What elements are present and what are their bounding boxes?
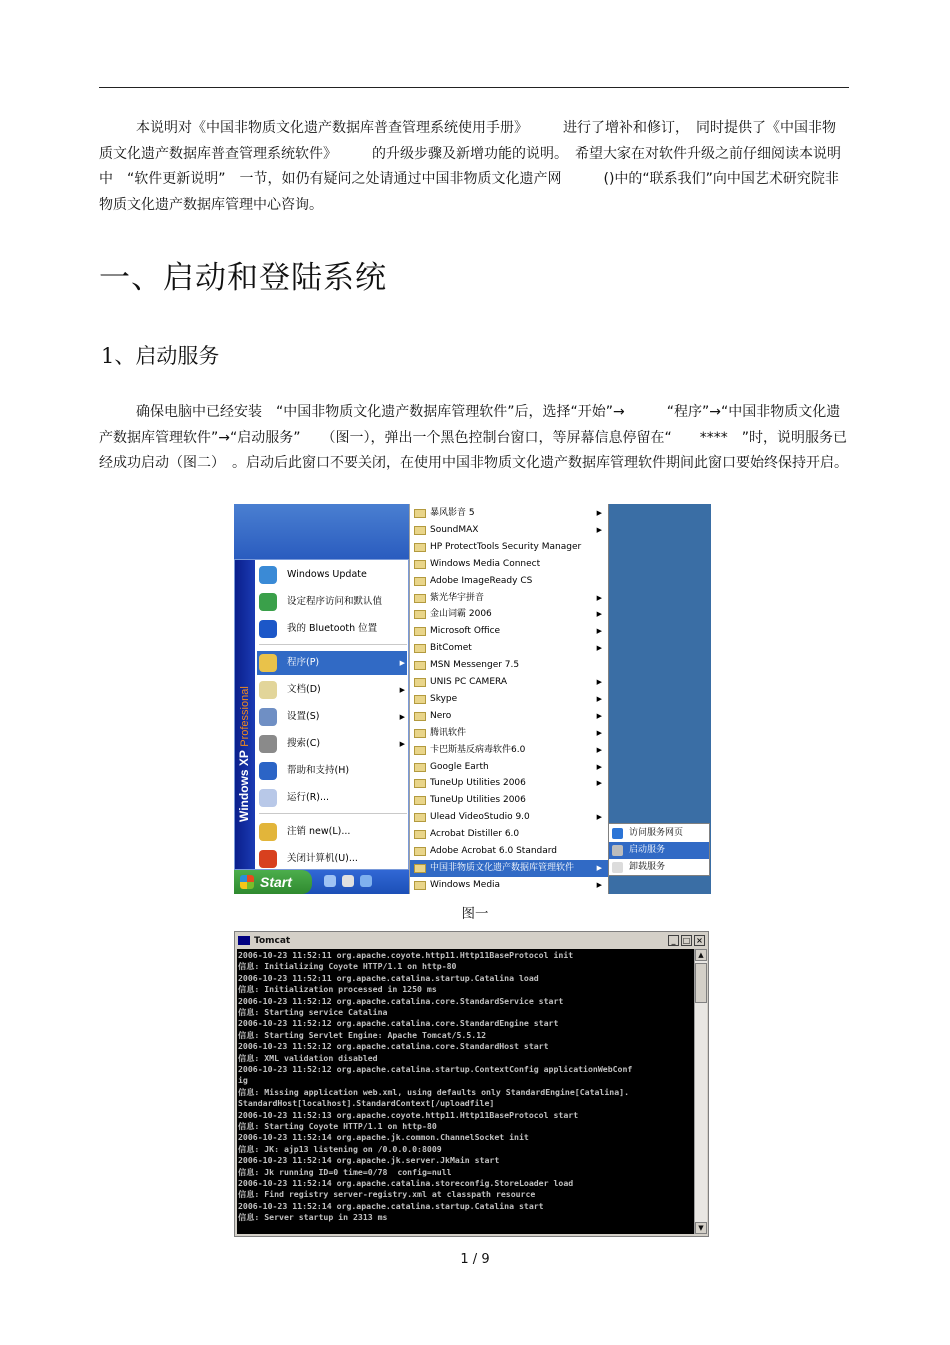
console-line: 2006-10-23 11:52:12 org.apache.catalina.core.StandardEngine start xyxy=(238,1018,559,1029)
service-menu-item[interactable] xyxy=(609,842,709,859)
console-line: 信息: Initialization processed in 1250 ms xyxy=(238,984,437,995)
start-menu-item-label: 设置(S) xyxy=(287,711,320,722)
submenu-arrow-icon: ▶ xyxy=(596,779,602,788)
media-quicklaunch-icon[interactable] xyxy=(342,875,354,887)
documents-icon xyxy=(259,681,277,699)
console-line: 2006-10-23 11:52:12 org.apache.catalina.core.StandardHost start xyxy=(238,1041,549,1052)
logoff-icon xyxy=(259,823,277,841)
submenu-arrow-icon: ▶ xyxy=(596,880,602,889)
console-line: 信息: JK: ajp13 listening on /0.0.0.0:8009 xyxy=(238,1143,442,1154)
programs-menu-item[interactable] xyxy=(410,843,608,860)
submenu-arrow-icon: ▶ xyxy=(596,728,602,737)
figure-2-tomcat-console xyxy=(234,931,709,1237)
shutdown-icon xyxy=(259,850,277,868)
programs-menu-item-label: 腾讯软件 xyxy=(430,727,467,738)
submenu-arrow-icon: ▶ xyxy=(596,762,602,771)
folder-icon xyxy=(414,729,426,738)
submenu-arrow-icon: ▶ xyxy=(596,525,602,534)
start-service-icon xyxy=(612,845,623,856)
xp-brand-band xyxy=(235,560,255,869)
programs-menu-item[interactable] xyxy=(410,826,608,843)
scroll-up-icon[interactable]: ▲ xyxy=(695,949,707,961)
folder-icon xyxy=(414,526,426,535)
search-icon xyxy=(259,735,277,753)
start-menu-item-label: 帮助和支持(H) xyxy=(287,765,350,776)
programs-menu-item-label: Windows Media Connect xyxy=(430,558,541,569)
start-menu-item-label: 设定程序访问和默认值 xyxy=(287,596,383,607)
programs-menu-item-label: 中国非物质文化遗产数据库管理软件 xyxy=(430,862,575,873)
service-menu-item-label: 访问服务网页 xyxy=(629,828,684,838)
console-line: 2006-10-23 11:52:14 org.apache.catalina.startup.Catalina start xyxy=(238,1200,544,1211)
console-line: 信息: Missing application web.xml, using defaults only StandardEngine[Catalina]. xyxy=(238,1086,630,1097)
console-line: 信息: Server startup in 2313 ms xyxy=(238,1212,388,1223)
programs-menu-item[interactable] xyxy=(410,742,608,759)
folder-icon xyxy=(414,796,426,805)
programs-menu-item-label: 紫光华宇拼音 xyxy=(430,592,485,603)
programs-menu-item-label: TuneUp Utilities 2006 xyxy=(430,795,526,806)
programs-menu-item[interactable] xyxy=(410,573,608,590)
programs-menu-item-label: 卡巴斯基反病毒软件6.0 xyxy=(430,744,526,755)
desktop-quicklaunch-icon[interactable] xyxy=(360,875,372,887)
programs-menu-item[interactable] xyxy=(410,606,608,623)
folder-icon xyxy=(414,594,426,603)
submenu-arrow-icon: ▶ xyxy=(596,610,602,619)
folder-icon xyxy=(414,661,426,670)
folder-icon xyxy=(414,746,426,755)
windows-update-icon xyxy=(259,566,277,584)
submenu-arrow-icon: ▶ xyxy=(399,686,405,694)
header-rule xyxy=(99,87,849,88)
console-line: 信息: Initializing Coyote HTTP/1.1 on http-80 xyxy=(238,961,457,972)
programs-menu-item-label: 暴风影音 5 xyxy=(430,508,475,518)
console-line: 信息: Starting Servlet Engine: Apache Tomcat/5.5.12 xyxy=(238,1029,487,1040)
programs-menu-item-label: Skype xyxy=(430,693,458,704)
web-page-icon xyxy=(612,828,623,839)
console-scrollbar[interactable] xyxy=(694,949,707,1234)
scroll-thumb[interactable] xyxy=(695,963,707,1003)
console-line: 信息: Find registry server-registry.xml at classpath resource xyxy=(238,1189,536,1200)
programs-menu-item-label: HP ProtectTools Security Manager xyxy=(430,541,582,552)
folder-icon xyxy=(414,644,426,653)
console-line: 2006-10-23 11:52:14 org.apache.jk.common.ChannelSocket init xyxy=(238,1132,529,1143)
programs-menu-item[interactable] xyxy=(410,623,608,640)
programs-menu-item-label: BitComet xyxy=(430,643,472,654)
programs-icon xyxy=(259,654,277,672)
folder-icon xyxy=(414,830,426,839)
folder-icon xyxy=(414,678,426,687)
submenu-arrow-icon: ▶ xyxy=(596,813,602,822)
start-menu-item-label: 运行(R)... xyxy=(287,792,330,803)
folder-icon xyxy=(414,560,426,569)
submenu-arrow-icon: ▶ xyxy=(596,678,602,686)
folder-icon xyxy=(414,813,426,822)
start-menu-item-label: 程序(P) xyxy=(287,657,320,668)
menu-separator xyxy=(259,644,407,645)
submenu-arrow-icon: ▶ xyxy=(596,644,602,653)
programs-menu-item[interactable] xyxy=(410,590,608,607)
programs-menu-item[interactable] xyxy=(410,674,608,691)
programs-menu-item[interactable] xyxy=(410,775,608,792)
subsection-heading: 1、启动服务 xyxy=(101,344,220,368)
start-menu-panel xyxy=(234,559,409,870)
folder-icon xyxy=(414,712,426,721)
ie-quicklaunch-icon[interactable] xyxy=(324,875,336,887)
taskbar xyxy=(234,870,409,894)
figure-1-start-menu xyxy=(234,504,711,894)
service-menu-item-label: 启动服务 xyxy=(629,845,666,855)
submenu-arrow-icon: ▶ xyxy=(596,863,602,872)
programs-menu-item[interactable] xyxy=(410,556,608,573)
programs-menu-item[interactable] xyxy=(410,759,608,776)
programs-menu-item-label: TuneUp Utilities 2006 xyxy=(430,778,526,789)
programs-menu xyxy=(409,504,609,894)
console-icon xyxy=(238,936,250,945)
start-menu-item[interactable] xyxy=(257,678,407,702)
bluetooth-icon xyxy=(259,620,277,638)
submenu-arrow-icon: ▶ xyxy=(596,509,602,517)
submenu-arrow-icon: ▶ xyxy=(596,745,602,754)
xp-brand: Windows XP xyxy=(237,750,251,822)
intro-paragraph: 本说明对《中国非物质文化遗产数据库普查管理系统使用手册》 进行了增补和修订， 同时提供了《中国非物质文化遗产数据库普查管理系统软件》 的升级步骤及新增功能的说明。 希望大家在对软件升级之前仔细阅读本说明中 “软件更新说明” 一节，如仍有疑问之处请通过中国非物质文化遗产网 ()中的“联系我们”向中国艺术研究院非物质文化遗产数据库管理中心咨询。 xyxy=(99,120,841,213)
software-submenu xyxy=(608,823,710,876)
start-button[interactable] xyxy=(234,870,312,894)
programs-menu-item[interactable] xyxy=(410,792,608,809)
console-line: 信息: Jk running ID=0 time=0/78 config=null xyxy=(238,1166,452,1177)
start-menu-item-label: 关闭计算机(U)... xyxy=(287,853,358,864)
programs-menu-item-label: Adobe ImageReady CS xyxy=(430,575,533,586)
folder-icon xyxy=(414,695,426,704)
start-menu-item[interactable] xyxy=(257,563,407,587)
start-menu-item-label: 注销 new(L)... xyxy=(287,826,351,837)
programs-menu-item-label: Microsoft Office xyxy=(430,626,501,637)
service-menu-item[interactable] xyxy=(609,825,709,842)
programs-menu-item[interactable] xyxy=(410,539,608,556)
start-menu-item[interactable] xyxy=(257,651,407,675)
programs-menu-item[interactable] xyxy=(410,640,608,657)
submenu-arrow-icon: ▶ xyxy=(399,659,405,667)
console-line: 2006-10-23 11:52:13 org.apache.coyote.http11.Http11BaseProtocol start xyxy=(238,1109,579,1120)
maximize-button[interactable]: □ xyxy=(682,936,691,945)
programs-menu-item-label: Windows Media xyxy=(430,879,501,890)
console-titlebar xyxy=(237,934,706,948)
console-line: 2006-10-23 11:52:14 org.apache.catalina.storeconfig.StoreLoader load xyxy=(238,1178,574,1188)
folder-icon xyxy=(414,763,426,772)
menu-separator xyxy=(259,813,407,814)
windows-logo-icon xyxy=(240,875,254,889)
programs-menu-item[interactable] xyxy=(410,860,608,877)
console-line: 2006-10-23 11:52:14 org.apache.jk.server.JkMain start xyxy=(238,1155,500,1166)
program-access-icon xyxy=(259,593,277,611)
programs-menu-item[interactable] xyxy=(410,522,608,539)
programs-menu-item[interactable] xyxy=(410,505,608,522)
help-icon xyxy=(259,762,277,780)
folder-icon xyxy=(414,577,426,586)
folder-icon xyxy=(414,881,426,890)
folder-icon xyxy=(414,847,426,856)
console-line: ig xyxy=(238,1075,248,1086)
programs-menu-item-label: UNIS PC CAMERA xyxy=(430,677,508,687)
start-menu-item-label: 我的 Bluetooth 位置 xyxy=(287,623,378,634)
folder-icon xyxy=(414,864,426,873)
programs-menu-item-label: Nero xyxy=(430,710,452,721)
start-menu-item-label: 文档(D) xyxy=(287,684,321,695)
programs-menu-item-label: Adobe Acrobat 6.0 Standard xyxy=(430,846,558,856)
programs-menu-item[interactable] xyxy=(410,657,608,674)
submenu-arrow-icon: ▶ xyxy=(596,593,602,602)
programs-menu-item[interactable] xyxy=(410,877,608,894)
programs-menu-item-label: SoundMAX xyxy=(430,524,479,535)
programs-menu-item[interactable] xyxy=(410,809,608,826)
folder-icon xyxy=(414,779,426,788)
desktop-background xyxy=(234,504,409,559)
close-button[interactable]: × xyxy=(694,935,705,946)
folder-icon xyxy=(414,627,426,636)
console-line: 信息: XML validation disabled xyxy=(238,1052,378,1063)
programs-menu-item[interactable] xyxy=(410,725,608,742)
minimize-button[interactable]: _ xyxy=(668,935,679,946)
console-output xyxy=(237,949,694,1234)
service-menu-item[interactable] xyxy=(609,859,709,876)
page-number: 1 / 9 xyxy=(460,1252,490,1267)
console-line: StandardHost[localhost].StandardContext[/uploadfile] xyxy=(238,1098,495,1109)
programs-menu-item-label: Acrobat Distiller 6.0 xyxy=(430,829,520,840)
submenu-arrow-icon: ▶ xyxy=(596,694,602,703)
folder-icon xyxy=(414,543,426,552)
uninstall-service-icon xyxy=(612,862,623,873)
start-menu-item[interactable] xyxy=(257,820,407,844)
start-menu-item[interactable] xyxy=(257,705,407,729)
console-line: 2006-10-23 11:52:11 org.apache.catalina.startup.Catalina load xyxy=(238,972,539,983)
folder-icon xyxy=(414,509,426,518)
programs-menu-item[interactable] xyxy=(410,691,608,708)
settings-icon xyxy=(259,708,277,726)
folder-icon xyxy=(414,610,426,619)
start-menu-item-label: 搜索(C) xyxy=(287,738,321,749)
console-line: 2006-10-23 11:52:11 org.apache.coyote.http11.Http11BaseProtocol init xyxy=(238,950,574,960)
programs-menu-item-label: Ulead VideoStudio 9.0 xyxy=(430,812,530,823)
start-menu-item[interactable] xyxy=(257,786,407,810)
submenu-arrow-icon: ▶ xyxy=(596,627,602,636)
programs-menu-item-label: Google Earth xyxy=(430,761,489,772)
start-menu-item[interactable] xyxy=(257,732,407,756)
programs-menu-item-label: MSN Messenger 7.5 xyxy=(430,660,520,671)
programs-menu-item[interactable] xyxy=(410,708,608,725)
xp-edition: Professional xyxy=(239,686,251,747)
scroll-down-icon[interactable]: ▼ xyxy=(695,1222,707,1234)
figure-1-caption: 图一 xyxy=(461,906,489,922)
submenu-arrow-icon: ▶ xyxy=(399,740,405,748)
submenu-arrow-icon: ▶ xyxy=(399,713,405,721)
programs-menu-item-label: 金山词霸 2006 xyxy=(430,609,492,620)
service-menu-item-label: 卸载服务 xyxy=(629,862,666,872)
submenu-arrow-icon: ▶ xyxy=(596,711,602,720)
instructions-paragraph: 确保电脑中已经安装 “中国非物质文化遗产数据库管理软件”后，选择“开始”→ “程序”→“中国非物质文化遗产数据库管理软件”→“启动服务” （图一），弹出一个黑色控制台窗口，等屏幕信息停留在“ **** ”时，说明服务已经成功启动（图二） 。启动后此窗口不要关闭，在使用中国非物质文化遗产数据库管理软件期间此窗口要始终保持开启。 xyxy=(99,404,848,472)
console-line: 信息: Starting Coyote HTTP/1.1 on http-80 xyxy=(238,1121,437,1131)
console-line: 2006-10-23 11:52:12 org.apache.catalina.core.StandardService start xyxy=(238,995,564,1006)
start-menu-item[interactable] xyxy=(257,590,407,614)
start-menu-item[interactable] xyxy=(257,617,407,641)
start-label: Start xyxy=(260,874,292,890)
start-menu-item[interactable] xyxy=(257,847,407,871)
console-title: Tomcat xyxy=(254,936,291,946)
run-icon xyxy=(259,789,277,807)
start-menu-item-label: Windows Update xyxy=(287,569,367,580)
section-heading: 一、启动和登陆系统 xyxy=(99,260,387,296)
console-line: 信息: Starting service Catalina xyxy=(238,1007,388,1017)
console-line: 2006-10-23 11:52:12 org.apache.catalina.startup.ContextConfig applicationWebConf xyxy=(238,1064,633,1074)
start-menu-item[interactable] xyxy=(257,759,407,783)
